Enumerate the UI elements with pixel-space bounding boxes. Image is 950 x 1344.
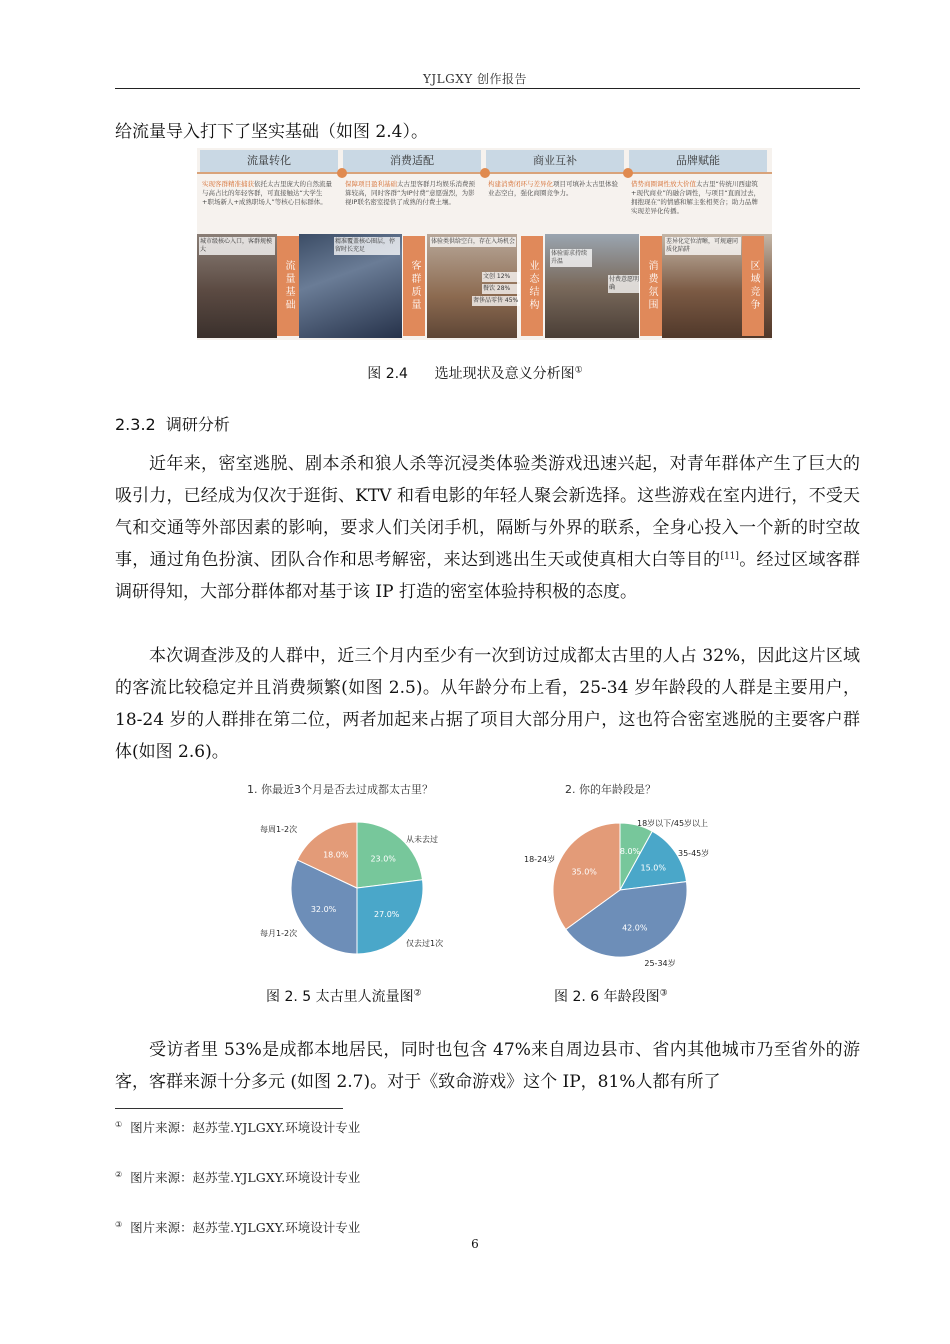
- footnote-3: ③ 图片来源：赵苏莹.YJLGXY.环境设计专业: [115, 1219, 361, 1235]
- pie1-title: 1. 你最近3个月是否去过成都太古里？: [247, 783, 433, 796]
- intro-line: 给流量导入打下了坚实基础（如图 2.4）。: [115, 122, 428, 142]
- slice-value-label: 8.0%: [619, 847, 641, 857]
- paragraph-2: 本次调查涉及的人群中，近三个月内至少有一次到访过成都太古里的人占 32%，因此这片区域的客流比较稳定并且消费频繁(如图 2.5)。从年龄分布上看，25-34 岁年龄段的人群是主要用户，18-24 岁的人群排在第二位，两者加起来占据了项目大部分用户，这也符合密室逃脱的主要客户群体(如图 2.6)。: [115, 646, 860, 762]
- timeline-dot: [337, 168, 347, 178]
- column-title-2: 消费适配: [343, 150, 481, 172]
- slice-category-label: 18岁以下/45岁以上: [637, 819, 709, 828]
- page-number: 6: [471, 1237, 479, 1251]
- stat-luxury: 奢侈品零售 45%: [473, 297, 519, 304]
- pie2-chart: [510, 800, 750, 975]
- slice-category-label: 25-34岁: [644, 959, 676, 968]
- figure-2-4: [197, 148, 772, 340]
- tag-traffic-base: 流量基础: [277, 236, 299, 336]
- paragraph-3: 受访者里 53%是成都本地居民，同时也包含 47%来自周边县市、省内其他城市乃至省外的游客，客群来源十分多元 (如图 2.7)。对于《致命游戏》这个 IP，81%人都有所了: [115, 1040, 860, 1092]
- slice-category-label: 每周1-2次: [260, 825, 298, 834]
- note-experience: 体验需求持续升温: [550, 249, 592, 267]
- tag-consumption-atmosphere: 消费氛围: [640, 236, 662, 336]
- column-text-1: 实现客群精准捕获依托太古里庞大的自然流量与高占比的年轻客群，可直接触达“大学生+职场新人+成熟职场人”等核心目标群体。: [202, 180, 332, 206]
- pie1-chart: [230, 800, 490, 970]
- slice-value-label: 32.0%: [310, 905, 337, 915]
- footnote-rule: [115, 1108, 343, 1109]
- slice-value-label: 42.0%: [622, 923, 648, 933]
- figure-2-5-caption: 图 2. 5 太古里人流量图②: [266, 988, 422, 1005]
- paragraph-1: 近年来，密室逃脱、剧本杀和狼人杀等沉浸类体验类游戏迅速兴起，对青年群体产生了巨大的吸引力，已经成为仅次于逛街、KTV 和看电影的年轻人聚会新选择。这些游戏在室内进行，不受天气和交通等外部因素的影响，要求人们关闭手机，隔断与外界的联系，全身心投入一个新的时空故事，通过角色扮演、团队合作和思考解密，来达到逃出生天或使真相大白等目的[11]。经过区域客群调研得知，大部分群体都对基于该 IP 打造的密室体验持积极的态度。: [115, 454, 861, 602]
- running-header: YJLGXY 创作报告: [422, 72, 528, 86]
- slice-value-label: 35.0%: [571, 867, 597, 877]
- slice-value-label: 23.0%: [370, 854, 396, 864]
- tag-customer-quality: 客群质量: [403, 236, 425, 336]
- slice-category-label: 从未去过: [406, 835, 438, 844]
- tag-business-structure: 业态结构: [521, 236, 543, 336]
- figure-2-6-caption: 图 2. 6 年龄段图③: [554, 988, 668, 1005]
- footnote-2: ② 图片来源：赵苏莹.YJLGXY.环境设计专业: [115, 1169, 361, 1185]
- note-1: 城市级核心入口，客群规模大: [199, 237, 275, 255]
- note-3: 体验类供给空白，存在入场机会: [431, 238, 516, 245]
- column-text-2: 保障项目盈利基础太古里客群月均娱乐消费预算较高，同时客群“为IP付费”意愿强烈，为影视IP联名密室提供了成熟的付费土壤。: [345, 180, 475, 206]
- section-heading: 2.3.2 调研分析: [115, 415, 230, 434]
- stat-cultural: 文创 12%: [482, 272, 520, 282]
- column-title-3: 商业互补: [486, 150, 624, 172]
- tag-regional-competition: 区域竞争: [742, 236, 764, 336]
- slice-category-label: 18-24岁: [524, 855, 556, 864]
- timeline-dot: [623, 168, 633, 178]
- column-title-4: 品牌赋能: [629, 150, 767, 172]
- footnote-1: ① 图片来源：赵苏莹.YJLGXY.环境设计专业: [115, 1119, 361, 1135]
- note-4: 付费意愿明确: [609, 276, 640, 291]
- column-text-3: 构建消费闭环与差异化项目可填补太古里体验业态空白，强化商圈竞争力。: [488, 180, 618, 197]
- column-title-1: 流量转化: [200, 150, 338, 172]
- slice-value-label: 15.0%: [640, 863, 666, 873]
- stat-dining: 餐饮 28%: [482, 284, 520, 294]
- slice-category-label: 35-45岁: [678, 849, 710, 858]
- slice-category-label: 每月1-2次: [260, 929, 298, 938]
- slice-value-label: 18.0%: [323, 850, 349, 860]
- pie2-title: 2. 你的年龄段是？: [565, 783, 656, 796]
- note-5: 差异化定位清晰，可规避同质化陷阱: [665, 237, 741, 255]
- slice-value-label: 27.0%: [373, 910, 400, 920]
- timeline-dot: [480, 168, 490, 178]
- header-rule: [115, 88, 860, 89]
- figure-2-4-caption: 图 2.4 选址现状及意义分析图①: [367, 365, 583, 382]
- slice-category-label: 仅去过1次: [406, 939, 444, 948]
- note-2: 精准覆盖核心圈层，停留时长充足: [334, 237, 400, 255]
- column-text-4: 借势商圈调性放大价值太古里“传统川西建筑+现代商业”的融合调性，与项目“直面过去，拥抱现在”的情感和解主张相契合；助力品牌实现差异化传播。: [631, 180, 761, 215]
